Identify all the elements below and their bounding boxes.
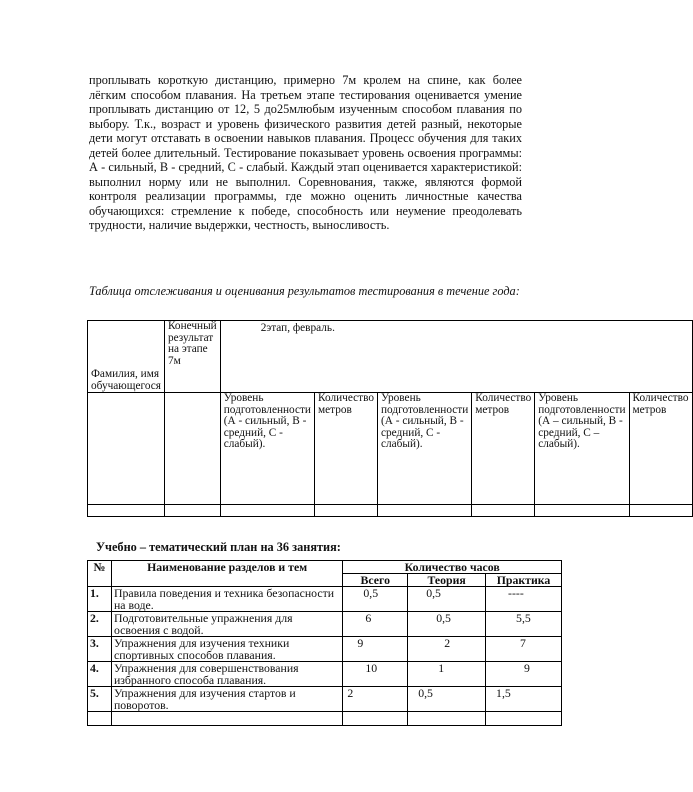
table-caption: Таблица отслеживания и оценивания результатов тестирования в течение года: bbox=[89, 284, 520, 298]
row-total: 0,5 bbox=[343, 587, 408, 612]
plan-name-header: Наименование разделов и тем bbox=[111, 561, 342, 587]
results-tracking-table bbox=[87, 320, 693, 517]
row-number: 1. bbox=[88, 587, 112, 612]
row-topic: Упражнения для изучения техники спортивных способов плавания. bbox=[111, 637, 342, 662]
plan-hours-header: Количество часов bbox=[343, 561, 562, 574]
table-row bbox=[88, 612, 562, 637]
empty-cell bbox=[88, 393, 165, 505]
empty-cell bbox=[486, 712, 562, 726]
row-theory: 0,5 bbox=[408, 687, 486, 712]
row-practice: 5,5 bbox=[486, 612, 562, 637]
plan-title: Учебно – тематический план на 36 занятия: bbox=[96, 540, 341, 554]
row-number: 4. bbox=[88, 662, 112, 687]
empty-cell bbox=[88, 712, 112, 726]
empty-cell bbox=[408, 712, 486, 726]
row-total: 9 bbox=[343, 637, 408, 662]
row-topic: Подготовительные упражнения для освоения с водой. bbox=[111, 612, 342, 637]
empty-cell bbox=[88, 505, 165, 517]
empty-cell bbox=[629, 505, 692, 517]
row-theory: 1 bbox=[408, 662, 486, 687]
study-plan-table bbox=[87, 560, 562, 726]
row-topic: Правила поведения и техника безопасности на воде. bbox=[111, 587, 342, 612]
empty-cell bbox=[164, 505, 220, 517]
row-practice: 7 bbox=[486, 637, 562, 662]
row-practice: 1,5 bbox=[486, 687, 562, 712]
row-total: 10 bbox=[343, 662, 408, 687]
empty-cell bbox=[314, 505, 377, 517]
empty-cell bbox=[377, 505, 471, 517]
plan-practice-header: Практика bbox=[486, 574, 562, 587]
row-total: 6 bbox=[343, 612, 408, 637]
count-header-3: Количество метров bbox=[629, 393, 692, 505]
row-theory: 0,5 bbox=[408, 587, 486, 612]
table-row bbox=[88, 587, 562, 612]
row-topic: Упражнения для совершенствования избранного способа плавания. bbox=[111, 662, 342, 687]
plan-num-header: № bbox=[88, 561, 112, 587]
plan-total-header: Всего bbox=[343, 574, 408, 587]
empty-cell bbox=[343, 712, 408, 726]
row-number: 3. bbox=[88, 637, 112, 662]
table-row bbox=[88, 662, 562, 687]
body-paragraph: проплывать короткую дистанцию, примерно 7м кролем на спине, как более лёгким способом плавания. На третьем этапе тестирования оценивается умение проплывать дистанцию от 12, 5 до25млюбым изученным способом плавания по выбору. Т.к., возраст и уровень физического развития детей разный, некоторые дети могут отставать в освоении навыков плавания. Процесс обучения для таких детей более длительный. Тестирование показывает уровень освоения программы: А - сильный, В - средний, С - слабый. Каждый этап оценивается характеристикой: выполнил норму или не выполнил. Соревнования, также, являются формой контроля реализации программы, где можно оценить личностные качества обучающихся: стремление к победе, способность или неумение преодолевать трудности, наличие выдержки, честность, выносливость. bbox=[89, 73, 522, 232]
plan-theory-header: Теория bbox=[408, 574, 486, 587]
row-number: 2. bbox=[88, 612, 112, 637]
col-final-header: Конечный результат на этапе 7м bbox=[164, 321, 220, 393]
empty-cell bbox=[164, 393, 220, 505]
level-header-2: Уровень подготовленности (А - сильный, В - средний, С - слабый). bbox=[377, 393, 471, 505]
count-header-1: Количество метров bbox=[314, 393, 377, 505]
row-total: 2 bbox=[343, 687, 408, 712]
table-row bbox=[88, 687, 562, 712]
table-row bbox=[88, 637, 562, 662]
table-row bbox=[88, 712, 562, 726]
row-topic: Упражнения для изучения стартов и поворотов. bbox=[111, 687, 342, 712]
empty-cell bbox=[220, 505, 314, 517]
col-name-header: Фамилия, имя обучающегося bbox=[88, 321, 165, 393]
level-header-1: Уровень подготовленности (А - сильный, В - средний, С - слабый). bbox=[220, 393, 314, 505]
count-header-2: Количество метров bbox=[472, 393, 535, 505]
level-header-3: Уровень подготовленности (А – сильный, В - средний, С – слабый). bbox=[535, 393, 629, 505]
row-theory: 2 bbox=[408, 637, 486, 662]
empty-cell bbox=[472, 505, 535, 517]
empty-cell bbox=[111, 712, 342, 726]
row-number: 5. bbox=[88, 687, 112, 712]
empty-cell bbox=[535, 505, 629, 517]
row-theory: 0,5 bbox=[408, 612, 486, 637]
stage-header: 2этап, февраль. bbox=[220, 321, 692, 393]
row-practice: 9 bbox=[486, 662, 562, 687]
row-practice: ---- bbox=[486, 587, 562, 612]
